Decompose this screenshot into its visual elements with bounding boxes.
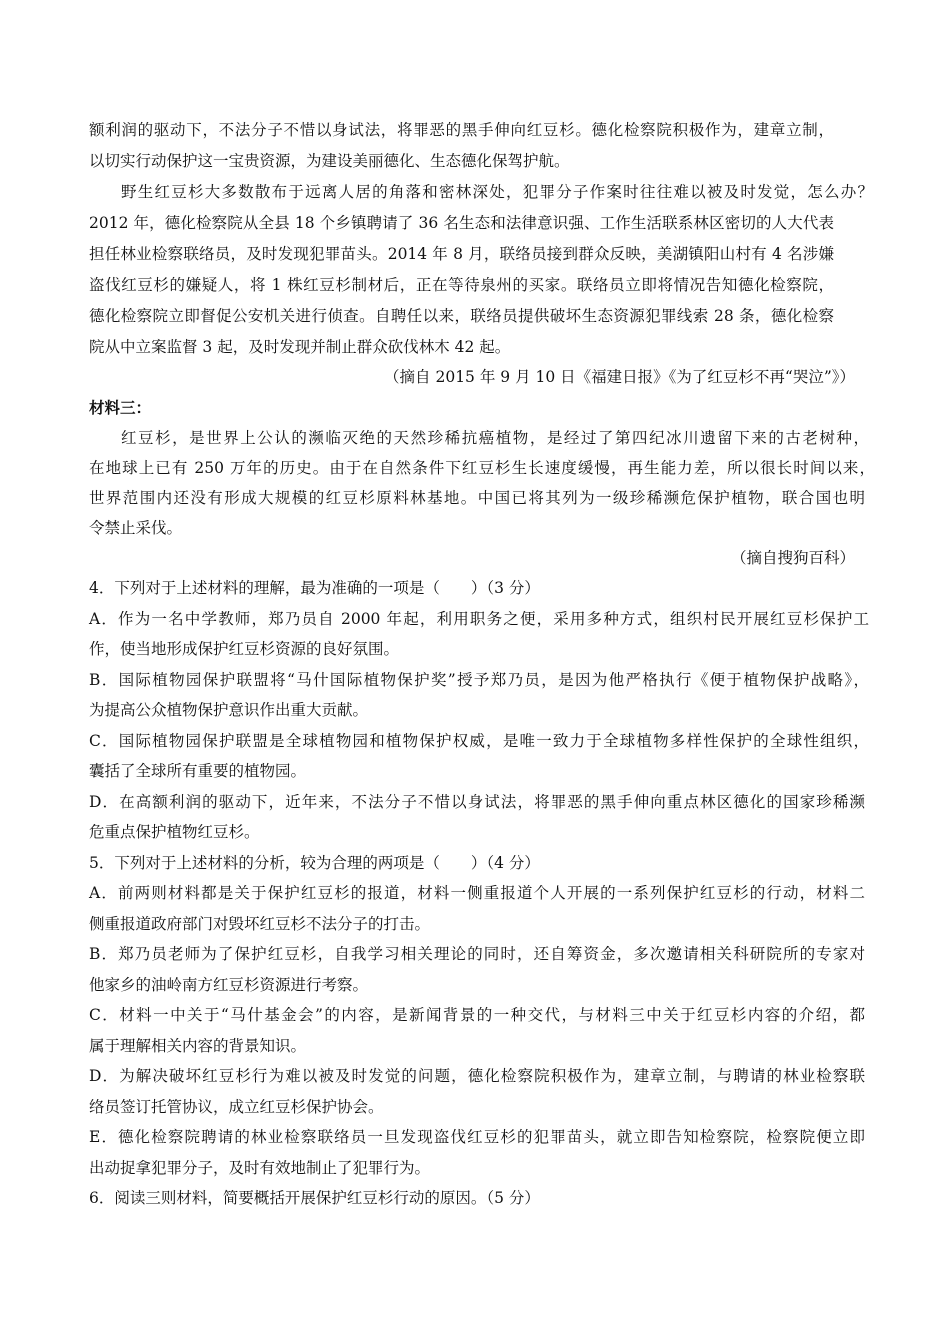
paragraph-line: 在地球上已有 250 万年的历史。由于在自然条件下红豆杉生长速度缓慢，再生能力差，所以很长时间以来， <box>89 459 875 477</box>
paragraph-line: 令禁止采伐。 <box>89 519 183 537</box>
section-heading: 材料三： <box>89 398 152 417</box>
option-line: E．德化检察院聘请的林业检察联络员一旦发现盗伐红豆杉的犯罪苗头，就立即告知检察院，检察院便立即 <box>89 1128 865 1146</box>
option-line: B．郑乃员老师为了保护红豆杉，自我学习相关理论的同时，还自筹资金，多次邀请相关科研院所的专家对 <box>89 945 865 963</box>
option-line: 他家乡的油岭南方红豆杉资源进行考察。 <box>89 976 369 994</box>
paragraph-line: 野生红豆杉大多数散布于远离人居的角落和密林深处，犯罪分子作案时往往难以被及时发觉，怎么办？ <box>121 183 873 201</box>
question-stem: 4．下列对于上述材料的理解，最为准确的一项是（ ）（3 分） <box>89 579 540 597</box>
question-stem: 5．下列对于上述材料的分析，较为合理的两项是（ ）（4 分） <box>89 854 540 872</box>
option-line: 为提高公众植物保护意识作出重大贡献。 <box>89 701 369 719</box>
option-line: 囊括了全球所有重要的植物园。 <box>89 762 307 780</box>
option-line: A．前两则材料都是关于保护红豆杉的报道，材料一侧重报道个人开展的一系列保护红豆杉的行动，材料二 <box>89 884 865 902</box>
option-line: 侧重报道政府部门对毁坏红豆杉不法分子的打击。 <box>89 915 431 933</box>
paragraph-line: 2012 年，德化检察院从全县 18 个乡镇聘请了 36 名生态和法律意识强、工作生活联系林区密切的人大代表 <box>89 214 834 232</box>
source-citation: （摘自 2015 年 9 月 10 日《福建日报》《为了红豆杉不再“哭泣”》） <box>384 368 855 386</box>
paragraph-line: 红豆杉，是世界上公认的濒临灭绝的天然珍稀抗癌植物，是经过了第四纪冰川遗留下来的古老树种， <box>121 429 869 447</box>
paragraph-line: 担任林业检察联络员，及时发现犯罪苗头。2014 年 8 月，联络员接到群众反映，美湖镇阳山村有 4 名涉嫌 <box>89 245 834 263</box>
option-line: 出动捉拿犯罪分子，及时有效地制止了犯罪行为。 <box>89 1159 431 1177</box>
option-line: 危重点保护植物红豆杉。 <box>89 823 260 841</box>
option-line: D．为解决破坏红豆杉行为难以被及时发觉的问题，德化检察院积极作为，建章立制，与聘请的林业检察联 <box>89 1067 865 1085</box>
option-line: 络员签订托管协议，成立红豆杉保护协会。 <box>89 1098 384 1116</box>
option-line: B．国际植物园保护联盟将“马什国际植物保护奖”授予郑乃员，是因为他严格执行《便于植物保护战略》， <box>89 671 869 689</box>
paragraph-line: 额利润的驱动下，不法分子不惜以身试法，将罪恶的黑手伸向红豆杉。德化检察院积极作为，建章立制， <box>89 121 834 139</box>
paragraph-line: 以切实行动保护这一宝贵资源，为建设美丽德化、生态德化保驾护航。 <box>89 152 570 170</box>
source-citation: （摘自搜狗百科） <box>730 549 855 567</box>
option-line: 属于理解相关内容的背景知识。 <box>89 1037 307 1055</box>
question-stem: 6．阅读三则材料，简要概括开展保护红豆杉行动的原因。（5 分） <box>89 1189 540 1207</box>
option-line: D．在高额利润的驱动下，近年来，不法分子不惜以身试法，将罪恶的黑手伸向重点林区德化的国家珍稀濒 <box>89 793 865 811</box>
option-line: 作，使当地形成保护红豆杉资源的良好氛围。 <box>89 640 400 658</box>
paragraph-line: 院从中立案监督 3 起，及时发现并制止群众砍伐林木 42 起。 <box>89 338 511 356</box>
option-line: C．材料一中关于“马什基金会”的内容，是新闻背景的一种交代，与材料三中关于红豆杉内容的介绍，都 <box>89 1006 865 1024</box>
option-line: A．作为一名中学教师，郑乃员自 2000 年起，利用职务之便，采用多种方式，组织村民开展红豆杉保护工 <box>89 610 869 628</box>
option-line: C．国际植物园保护联盟是全球植物园和植物保护权威，是唯一致力于全球植物多样性保护的全球性组织， <box>89 732 869 750</box>
paragraph-line: 世界范围内还没有形成大规模的红豆杉原料林基地。中国已将其列为一级珍稀濒危保护植物，联合国也明 <box>89 489 865 507</box>
paragraph-line: 盗伐红豆杉的嫌疑人，将 1 株红豆杉制材后，正在等待泉州的买家。联络员立即将情况告知德化检察院， <box>89 276 834 294</box>
paragraph-line: 德化检察院立即督促公安机关进行侦查。自聘任以来，联络员提供破坏生态资源犯罪线索 28 条，德化检察 <box>89 307 834 325</box>
